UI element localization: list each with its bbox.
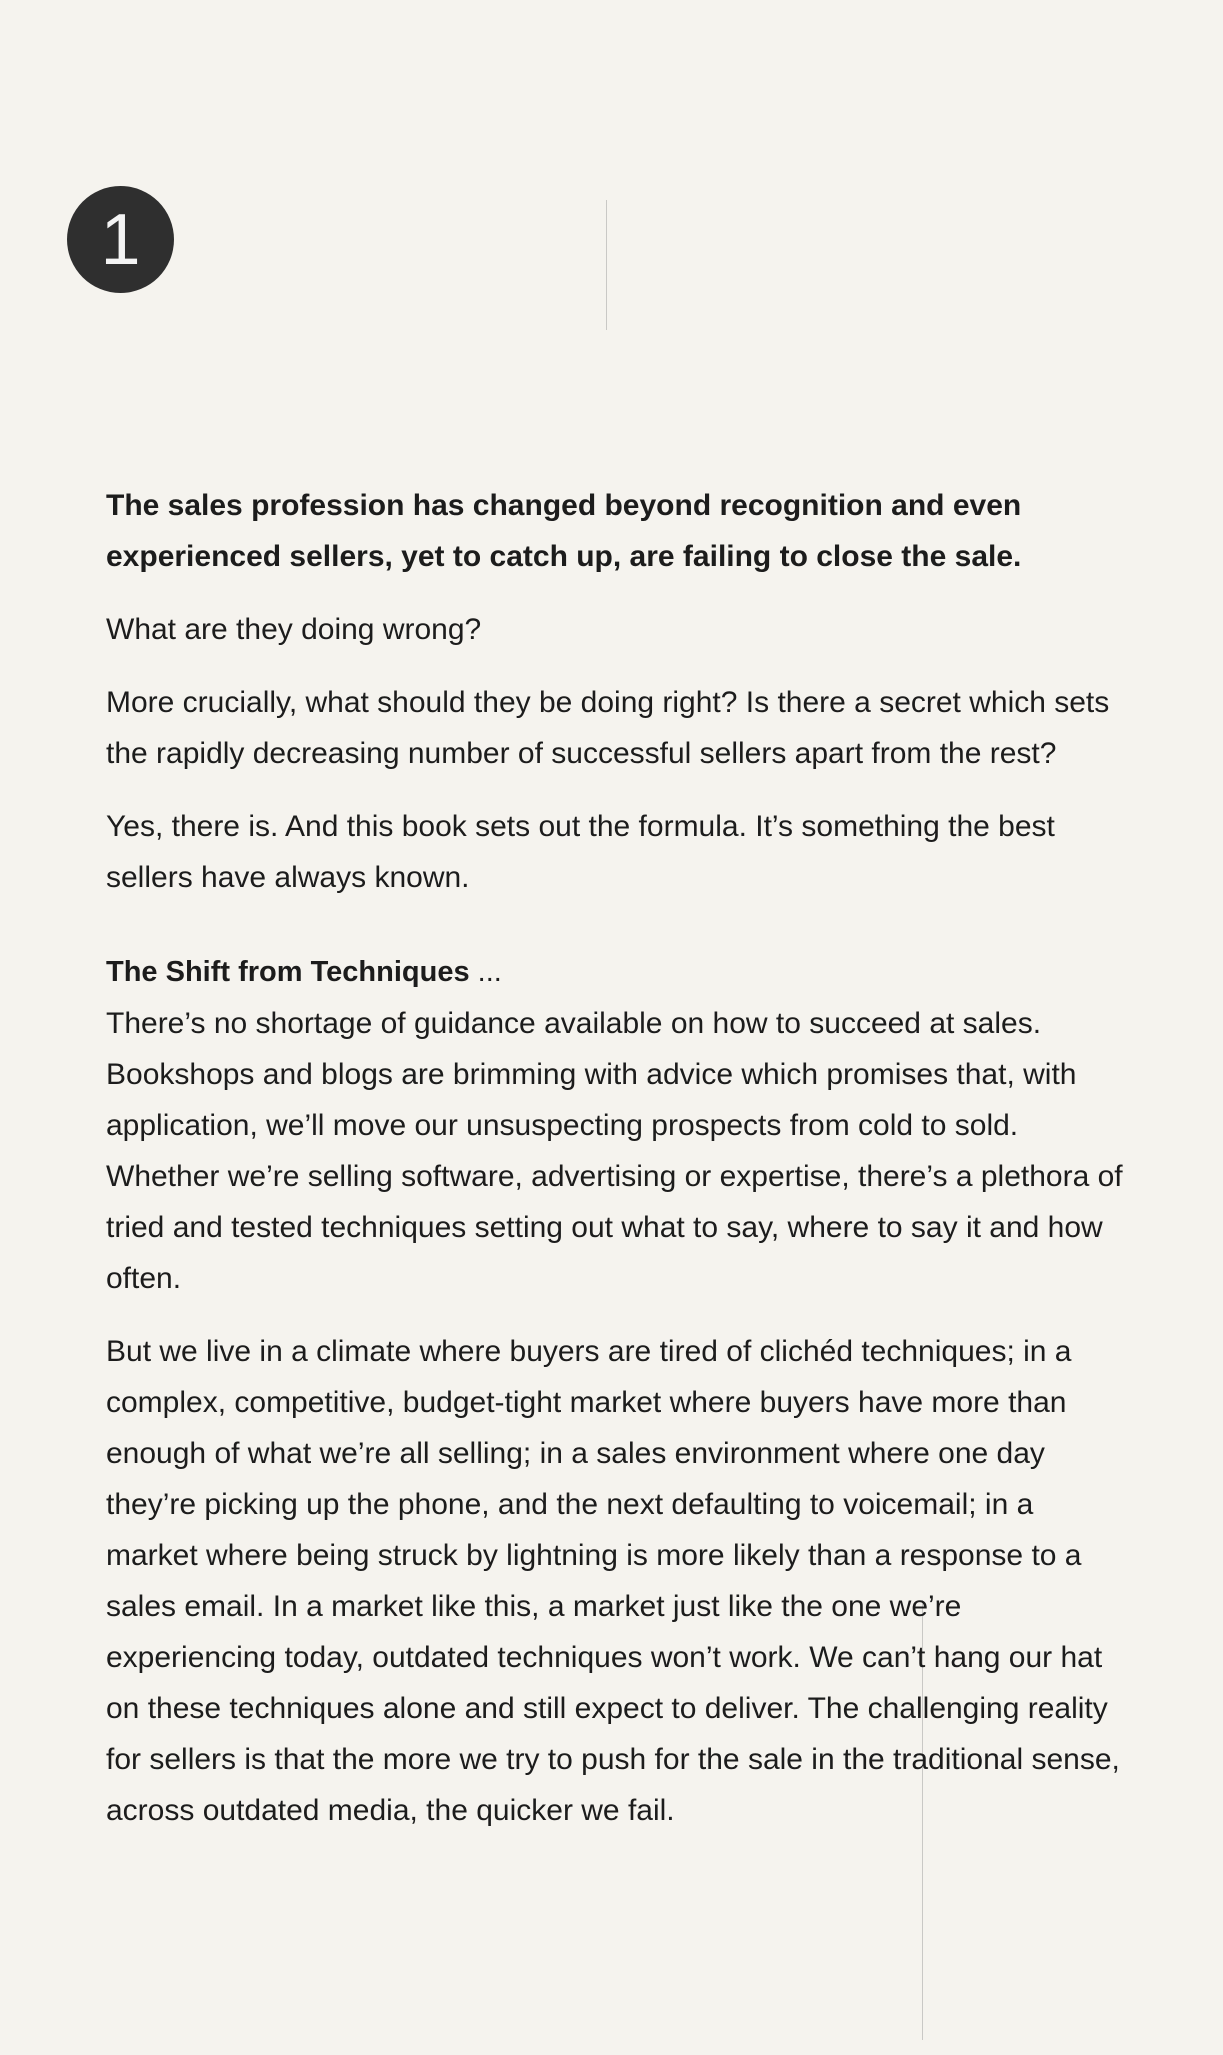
- body-paragraph: More crucially, what should they be doing right? Is there a secret which sets the rapidly decreasing number of successful sellers apart from the rest?: [106, 686, 1110, 770]
- section-paragraph: But we live in a climate where buyers are tired of clichéd techniques; in a complex, competitive, budget-tight market where buyers have more than enough of what we’re all selling; in a sales environment where one day they’re picking up the phone, and the next defaulting to voicemail; in a market where being struck by lightning is more likely than a response to a sales email. In a market like this, a market just like the one we’re experiencing today, outdated techniques won’t work. We can’t hang our hat on these techniques alone and still expect to deliver. The challenging reality for sellers is that the more we try to push for the sale in the traditional sense, across outdated media, the quicker we fail.: [106, 1335, 1120, 1827]
- chapter-number: 1: [100, 199, 141, 280]
- chapter-number-badge: [67, 186, 174, 293]
- section-body: [106, 998, 1126, 1836]
- chapter-text: [106, 480, 1126, 1858]
- body-paragraph: What are they doing wrong?: [106, 613, 482, 646]
- scan-artifact: [606, 200, 607, 330]
- section-heading: [106, 947, 1126, 998]
- section-heading-text: The Shift from Techniques: [106, 956, 470, 988]
- body-paragraph: Yes, there is. And this book sets out the formula. It’s something the best sellers have always known.: [106, 810, 1055, 894]
- intro-paragraph: The sales profession has changed beyond recognition and even experienced sellers, yet to catch up, are failing to close the sale.: [106, 489, 1022, 573]
- section-heading-ellipsis: ...: [477, 956, 502, 988]
- section-paragraph: There’s no shortage of guidance available on how to succeed at sales. Bookshops and blogs are brimming with advice which promises that, with application, we’ll move our unsuspecting prospects from cold to sold. Whether we’re selling software, advertising or expertise, there’s a plethora of tried and tested techniques setting out what to say, where to say it and how often.: [106, 1007, 1123, 1295]
